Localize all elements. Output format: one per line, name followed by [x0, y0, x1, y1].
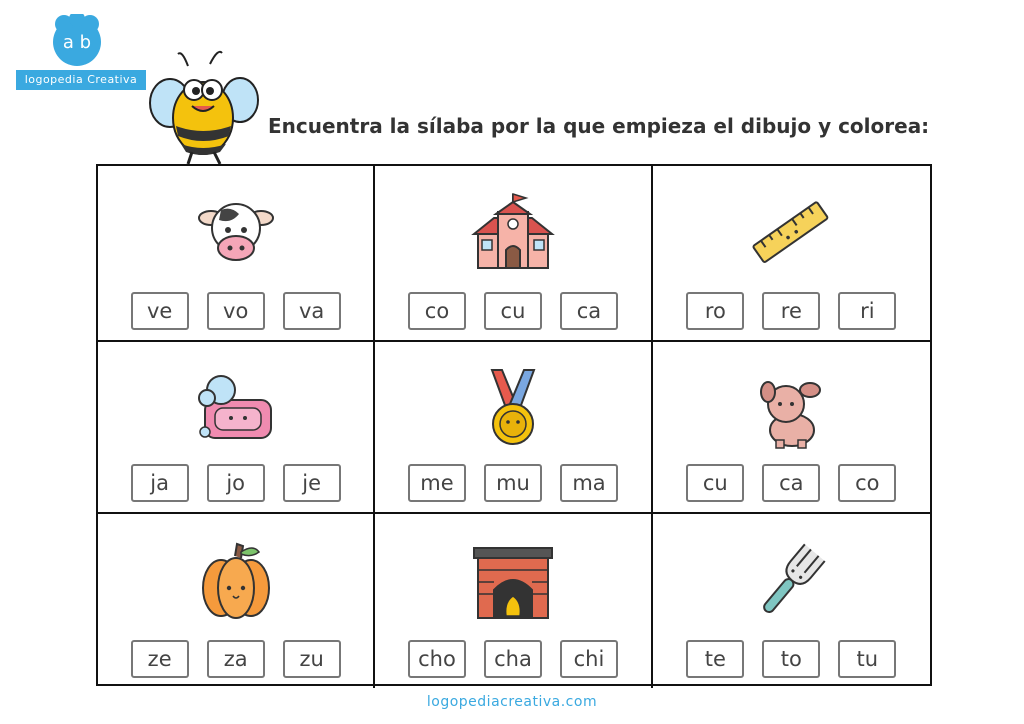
syllable-option[interactable]: co: [408, 292, 466, 330]
syllable-option[interactable]: vo: [207, 292, 265, 330]
instructions-title: Encuentra la sílaba por la que empieza el dibujo y colorea:: [268, 114, 930, 138]
syllable-options: [98, 640, 373, 678]
syllable-options: [653, 464, 930, 502]
syllable-option[interactable]: cu: [686, 464, 744, 502]
syllable-options: [98, 464, 373, 502]
logo-letters: a b: [62, 32, 92, 53]
exercise-cell: [375, 166, 652, 342]
syllable-option[interactable]: tu: [838, 640, 896, 678]
head-logo-icon: [42, 14, 112, 66]
exercise-cell: [375, 514, 652, 688]
syllable-option[interactable]: ze: [131, 640, 189, 678]
fireplace-icon: [468, 536, 558, 626]
syllable-option[interactable]: ma: [560, 464, 618, 502]
syllable-option[interactable]: ro: [686, 292, 744, 330]
syllable-option[interactable]: cha: [484, 640, 542, 678]
syllable-options: [375, 464, 650, 502]
medal-icon: [468, 364, 558, 454]
bee-mascot-icon: [148, 48, 260, 168]
syllable-options: [98, 292, 373, 330]
syllable-option[interactable]: cho: [408, 640, 466, 678]
syllable-option[interactable]: mu: [484, 464, 542, 502]
syllable-options: [375, 640, 650, 678]
syllable-option[interactable]: chi: [560, 640, 618, 678]
logo-brand-text: logopedia Creativa: [16, 70, 146, 90]
soap-icon: [191, 364, 281, 454]
exercise-cell: [98, 342, 375, 514]
pumpkin-icon: [191, 536, 281, 626]
syllable-option[interactable]: ca: [762, 464, 820, 502]
syllable-option[interactable]: re: [762, 292, 820, 330]
syllable-option[interactable]: te: [686, 640, 744, 678]
syllable-options: [375, 292, 650, 330]
syllable-option[interactable]: me: [408, 464, 466, 502]
exercise-cell: [653, 514, 930, 688]
ruler-icon: [746, 188, 836, 278]
fork-icon: [746, 536, 836, 626]
syllable-options: [653, 640, 930, 678]
brand-logo: [16, 14, 146, 90]
syllable-option[interactable]: zu: [283, 640, 341, 678]
exercise-cell: [98, 514, 375, 688]
syllable-option[interactable]: ri: [838, 292, 896, 330]
syllable-option[interactable]: va: [283, 292, 341, 330]
exercise-cell: [375, 342, 652, 514]
syllable-option[interactable]: to: [762, 640, 820, 678]
exercise-cell: [653, 166, 930, 342]
footer-website[interactable]: logopediacreativa.com: [426, 694, 598, 710]
syllable-option[interactable]: ve: [131, 292, 189, 330]
school-icon: [468, 188, 558, 278]
syllable-option[interactable]: co: [838, 464, 896, 502]
syllable-option[interactable]: za: [207, 640, 265, 678]
syllable-options: [653, 292, 930, 330]
exercise-cell: [653, 342, 930, 514]
syllable-option[interactable]: cu: [484, 292, 542, 330]
exercise-cell: [98, 166, 375, 342]
cow-icon: [191, 188, 281, 278]
syllable-option[interactable]: jo: [207, 464, 265, 502]
syllable-option[interactable]: ca: [560, 292, 618, 330]
puppy-icon: [746, 364, 836, 454]
syllable-option[interactable]: je: [283, 464, 341, 502]
exercise-grid: [96, 164, 932, 686]
syllable-option[interactable]: ja: [131, 464, 189, 502]
